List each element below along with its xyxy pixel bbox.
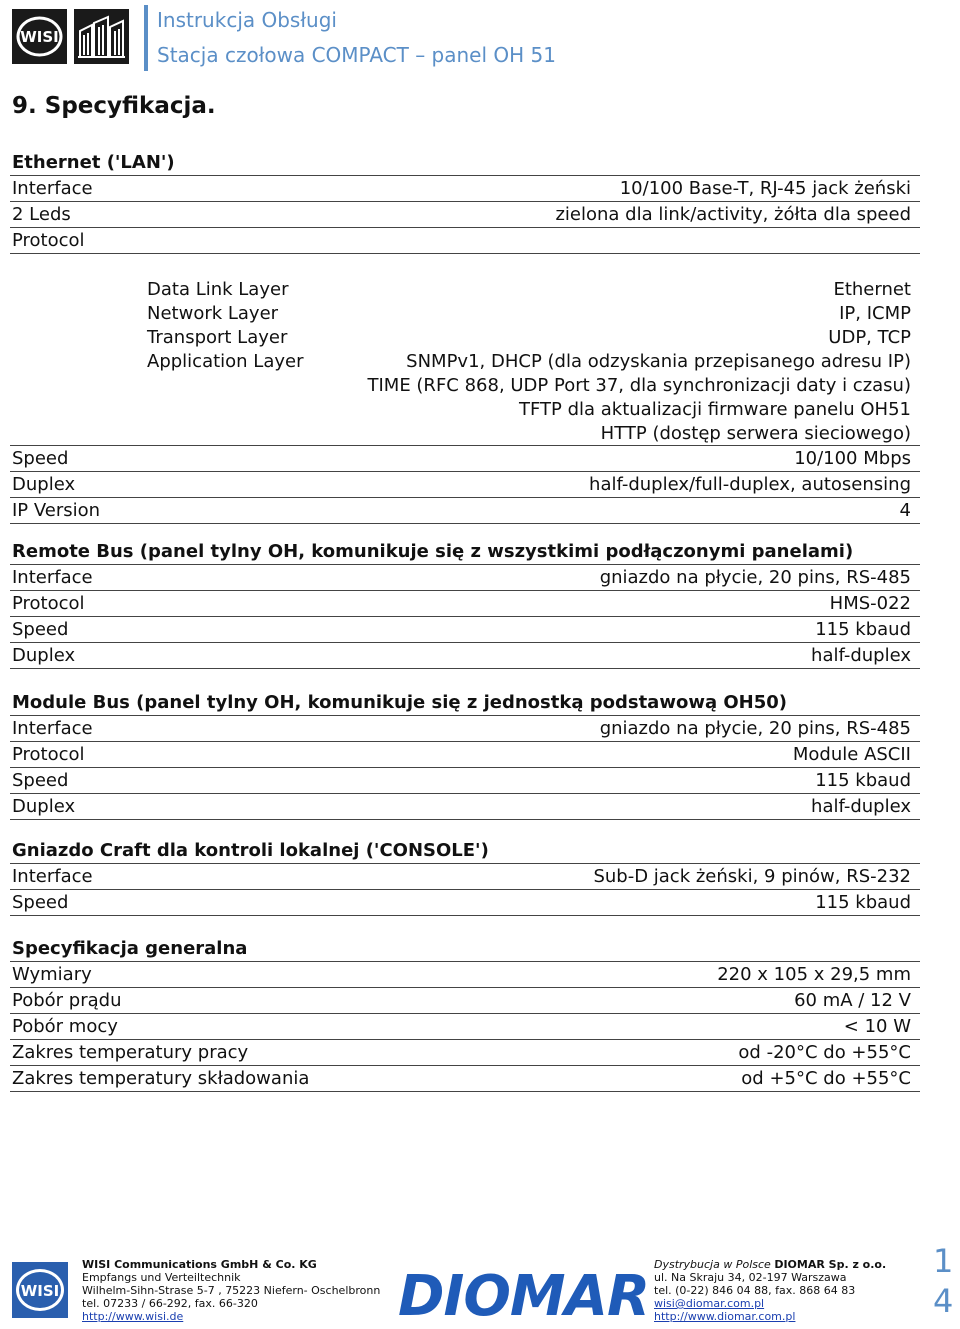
svg-text:WISI: WISI bbox=[20, 1282, 60, 1300]
spec-row: Duplex half-duplex bbox=[10, 794, 920, 820]
spec-row: Zakres temperatury składowania od +5°C do +55°C bbox=[10, 1066, 920, 1092]
document-subtitle: Stacja czołowa COMPACT – panel OH 51 bbox=[157, 43, 556, 67]
spec-row: IP Version 4 bbox=[10, 498, 920, 524]
wisi-address: WISI Communications GmbH & Co. KG Empfangs und Verteiltechnik Wilhelm-Sihn-Strase 5-7 , 75223 Niefern- Oschelbronn tel. 07233 / 66-292, fax. 66-320 http://www.wisi.de bbox=[82, 1258, 381, 1323]
building-logo bbox=[74, 9, 129, 64]
spec-row: Protocol HMS-022 bbox=[10, 591, 920, 617]
spec-row: Duplex half-duplex bbox=[10, 643, 920, 669]
layer-row: TFTP dla aktualizacji firmware panelu OH51 bbox=[518, 399, 911, 420]
spec-row: Speed 10/100 Mbps bbox=[10, 446, 920, 472]
spec-row: Speed 115 kbaud bbox=[10, 768, 920, 794]
spec-row: Interface gniazdo na płycie, 20 pins, RS-485 bbox=[10, 716, 920, 742]
page-number-digit-2: 4 bbox=[933, 1282, 954, 1320]
wisi-logo bbox=[12, 9, 67, 64]
header-divider bbox=[144, 5, 148, 71]
module-bus-table bbox=[10, 690, 920, 820]
diomar-link[interactable]: http://www.diomar.com.pl bbox=[654, 1310, 796, 1323]
layer-row: Transport Layer UDP, TCP bbox=[147, 327, 911, 348]
spec-row: Duplex half-duplex/full-duplex, autosensing bbox=[10, 472, 920, 498]
craft-table bbox=[10, 838, 920, 916]
ethernet-table bbox=[10, 150, 920, 524]
module-bus-heading: Module Bus (panel tylny OH, komunikuje się z jednostką podstawową OH50) bbox=[10, 690, 920, 716]
spec-row: Zakres temperatury pracy od -20°C do +55°C bbox=[10, 1040, 920, 1066]
spec-row: Speed 115 kbaud bbox=[10, 617, 920, 643]
spec-row: Wymiary 220 x 105 x 29,5 mm bbox=[10, 962, 920, 988]
general-heading: Specyfikacja generalna bbox=[10, 936, 920, 962]
remote-bus-heading: Remote Bus (panel tylny OH, komunikuje się z wszystkimi podłączonymi panelami) bbox=[10, 539, 920, 565]
layer-row: Network Layer IP, ICMP bbox=[147, 303, 911, 324]
remote-bus-table bbox=[10, 539, 920, 669]
layer-row: HTTP (dostęp serwera sieciowego) bbox=[10, 422, 920, 446]
spec-row: Pobór prądu 60 mA / 12 V bbox=[10, 988, 920, 1014]
ethernet-heading: Ethernet ('LAN') bbox=[10, 150, 920, 176]
diomar-email-link[interactable]: wisi@diomar.com.pl bbox=[654, 1297, 765, 1310]
diomar-address: Dystrybucja w Polsce DIOMAR Sp. z o.o. ul. Na Skraju 34, 02-197 Warszawa tel. (0-22) 846 04 88, fax. 868 64 83 wisi@diomar.com.pl http://www.diomar.com.pl bbox=[654, 1258, 887, 1323]
spec-row: Speed 115 kbaud bbox=[10, 890, 920, 916]
craft-heading: Gniazdo Craft dla kontroli lokalnej ('CONSOLE') bbox=[10, 838, 920, 864]
wisi-link[interactable]: http://www.wisi.de bbox=[82, 1310, 184, 1323]
page-number-digit-1: 1 bbox=[933, 1242, 954, 1280]
spec-row: Pobór mocy < 10 W bbox=[10, 1014, 920, 1040]
diomar-logo: DIOMAR bbox=[398, 1264, 650, 1329]
layer-row: TIME (RFC 868, UDP Port 37, dla synchronizacji daty i czasu) bbox=[367, 375, 911, 396]
layer-row: Data Link Layer Ethernet bbox=[147, 279, 911, 300]
spec-row: Protocol bbox=[10, 228, 920, 254]
footer-wisi-logo bbox=[12, 1262, 68, 1318]
spec-row: Interface 10/100 Base-T, RJ-45 jack żeński bbox=[10, 176, 920, 202]
spec-row: Protocol Module ASCII bbox=[10, 742, 920, 768]
layer-row: Application Layer SNMPv1, DHCP (dla odzyskania przepisanego adresu IP) bbox=[147, 351, 911, 372]
spec-row: Interface Sub-D jack żeński, 9 pinów, RS-232 bbox=[10, 864, 920, 890]
general-table bbox=[10, 936, 920, 1092]
section-title: 9. Specyfikacja. bbox=[12, 93, 216, 119]
svg-text:WISI: WISI bbox=[20, 28, 59, 46]
spec-row: Interface gniazdo na płycie, 20 pins, RS-485 bbox=[10, 565, 920, 591]
spec-row: 2 Leds zielona dla link/activity, żółta dla speed bbox=[10, 202, 920, 228]
document-title: Instrukcja Obsługi bbox=[157, 8, 337, 32]
